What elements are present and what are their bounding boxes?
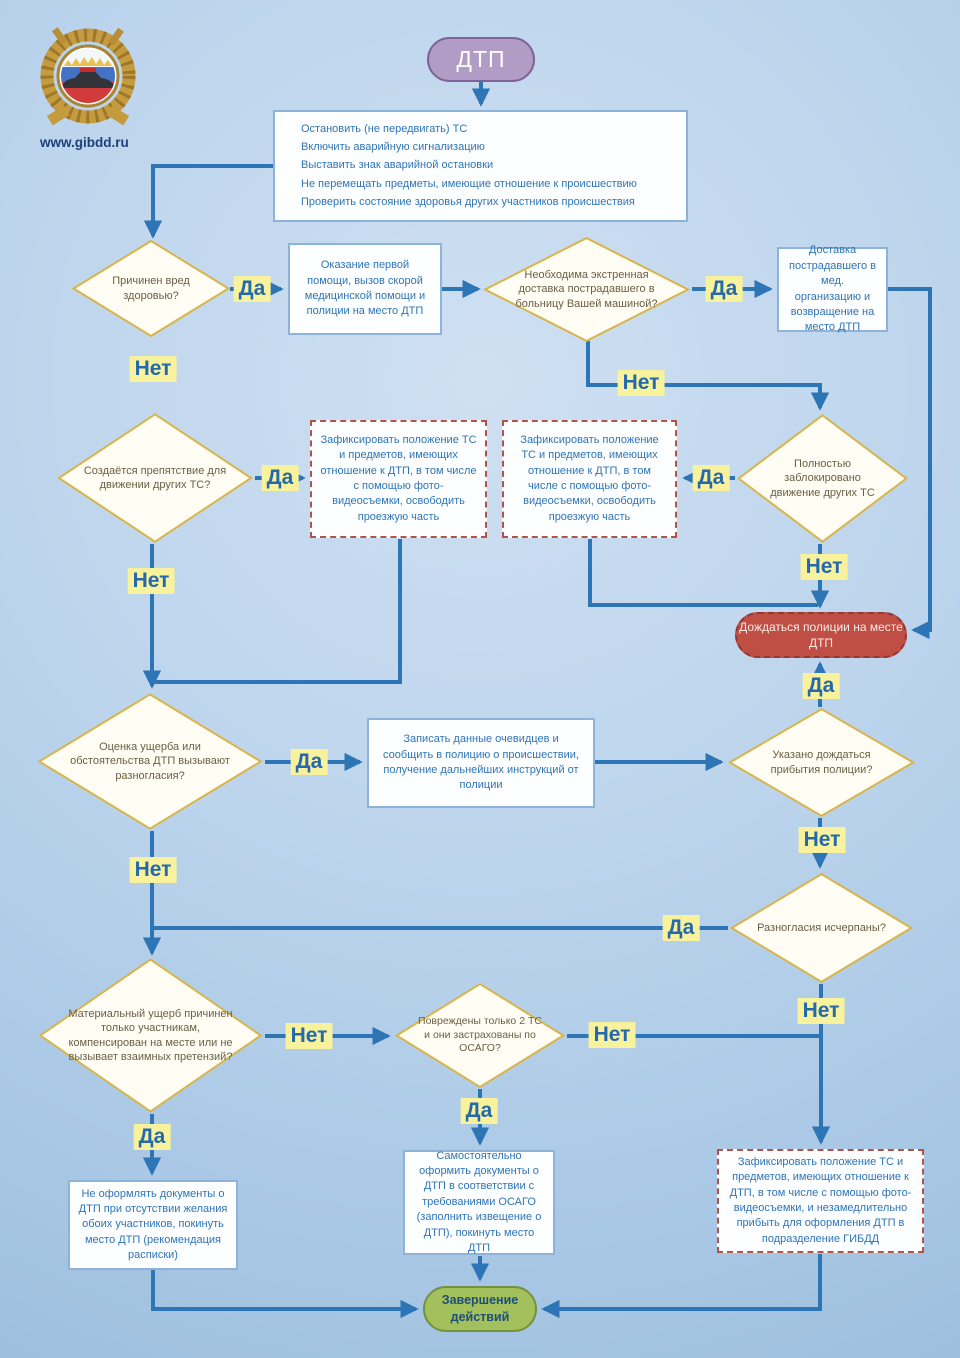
decision-harm (72, 240, 230, 337)
instruction-line-2: Включить аварийную сигнализацию (301, 140, 485, 153)
edge-label-yes-instructed: Да (803, 673, 840, 699)
process-deliver-victim (777, 244, 888, 334)
wait-police-node (735, 612, 907, 658)
process-witnesses-text: Записать данные очевидцев и сообщить в полицию о происшествии, получение дальнейших инструкций от полиции (383, 733, 579, 792)
decision-two-cars-osago (395, 983, 565, 1088)
site-url: www.gibdd.ru (40, 135, 129, 150)
process-first-aid (288, 243, 442, 335)
edge-label-no-twocars: Нет (589, 1022, 636, 1048)
edge-fix1-merge (154, 539, 400, 682)
instruction-line-1: Остановить (не передвигать) ТС (301, 122, 468, 135)
edge-label-yes-twocars: Да (461, 1098, 498, 1124)
process-record-scene-1-text: Зафиксировать положение ТС и предметов, имеющих отношение к ДТП, в том числе с помощью фото-видеосъемки, освободить проезжую часть (320, 433, 477, 523)
edge-label-yes-damage: Да (134, 1124, 171, 1150)
process-no-documents (68, 1180, 238, 1270)
process-report-gibdd-text: Зафиксировать положение ТС и предметов, имеющих отношение к ДТП, в том числе с помощью фото-видеосъемки, и незамедлительно прибыть для оформления ДТП в подразделение ГИБДД (729, 1155, 912, 1245)
end-node (423, 1286, 537, 1332)
edge-gibdd-end (544, 1254, 820, 1309)
decision-blocked-text: Полностью заблокировано движение других ТС (770, 458, 875, 499)
decision-harm-text: Причинен вред здоровью? (112, 275, 190, 302)
edge-fix2-merge (590, 539, 818, 605)
instruction-line-5: Проверить состояние здоровья других участников происшествия (301, 196, 635, 209)
process-record-scene-2-text: Зафиксировать положение ТС и предметов, имеющих отношение к ДТП, в том числе с помощью фото-видеосъемки, освободить проезжую часть (520, 433, 659, 523)
start-node-label: ДТП (456, 46, 506, 72)
edge-label-yes-dispute: Да (291, 749, 328, 775)
instruction-line-4: Не перемещать предметы, имеющие отношение к происшествию (301, 177, 637, 190)
decision-dispute-text: Оценка ущерба или обстоятельства ДТП вызывают разногласия? (70, 741, 230, 782)
process-self-documents (403, 1150, 555, 1255)
edge-label-no-instructed: Нет (799, 827, 846, 853)
end-node-text: Завершение действий (441, 1293, 519, 1324)
decision-dispute (37, 693, 263, 830)
wait-police-text: Дождаться полиции на месте ДТП (739, 619, 903, 650)
decision-wait-instructed-text: Указано дождаться прибытия полиции? (770, 749, 873, 776)
decision-resolved (730, 873, 913, 983)
process-witnesses (367, 718, 595, 808)
decision-blocked (737, 414, 908, 543)
edge-nodocs-end (153, 1270, 416, 1309)
edge-label-no-damage: Нет (286, 1023, 333, 1049)
process-record-scene-1 (310, 420, 487, 538)
edge-instructions-harm (153, 166, 273, 236)
edge-label-yes-harm: Да (234, 276, 271, 302)
edge-label-no-blocked: Нет (801, 554, 848, 580)
edge-label-no-obstacle: Нет (128, 568, 175, 594)
decision-two-cars-osago-text: Повреждены только 2 ТС и они застрахованы по ОСАГО? (418, 1015, 542, 1055)
edge-label-no-resolved: Нет (798, 998, 845, 1024)
decision-obstacle (57, 413, 253, 543)
gibdd-emblem-logo (28, 22, 148, 136)
process-first-aid-text: Оказание первой помощи, вызов скорой медицинской помощи и полиции на место ДТП (304, 259, 426, 318)
process-record-scene-2 (502, 420, 677, 538)
decision-material-damage (38, 958, 263, 1113)
decision-wait-instructed (728, 708, 915, 817)
process-no-documents-text: Не оформлять документы о ДТП при отсутствии желания обоих участников, покинуть место ДТП (рекомендация расписки) (78, 1187, 228, 1262)
edge-label-yes-urgent: Да (706, 276, 743, 302)
initial-actions-box (273, 110, 688, 222)
process-report-gibdd (717, 1149, 924, 1253)
edge-label-no-dispute: Нет (130, 857, 177, 883)
edge-label-yes-blocked: Да (693, 465, 730, 491)
process-deliver-victim-text: Доставка пострадавшего в мед. организацию и возвращение на место ДТП (789, 244, 876, 334)
decision-urgent-delivery (483, 237, 690, 342)
instruction-line-3: Выставить знак аварийной остановки (301, 159, 494, 172)
edge-label-no-urgent: Нет (618, 370, 665, 396)
process-self-documents-text: Самостоятельно оформить документы о ДТП в соответствии с требованиями ОСАГО (заполнить извещение о ДТП), покинуть место ДТП (416, 1149, 542, 1254)
start-node (427, 37, 535, 82)
decision-resolved-text: Разногласия исчерпаны? (757, 921, 886, 934)
decision-material-damage-text: Материальный ущерб причинен только участникам, компенсирован на месте или не вызывает взаимных претензий? (68, 1007, 233, 1063)
edge-label-yes-resolved: Да (663, 915, 700, 941)
edge-label-no-harm: Нет (130, 356, 177, 382)
decision-urgent-delivery-text: Необходима экстренная доставка пострадавшего в больницу Вашей машиной? (515, 269, 658, 310)
decision-obstacle-text: Создаётся препятствие для движении других ТС? (83, 464, 227, 491)
edge-label-yes-obstacle: Да (262, 465, 299, 491)
